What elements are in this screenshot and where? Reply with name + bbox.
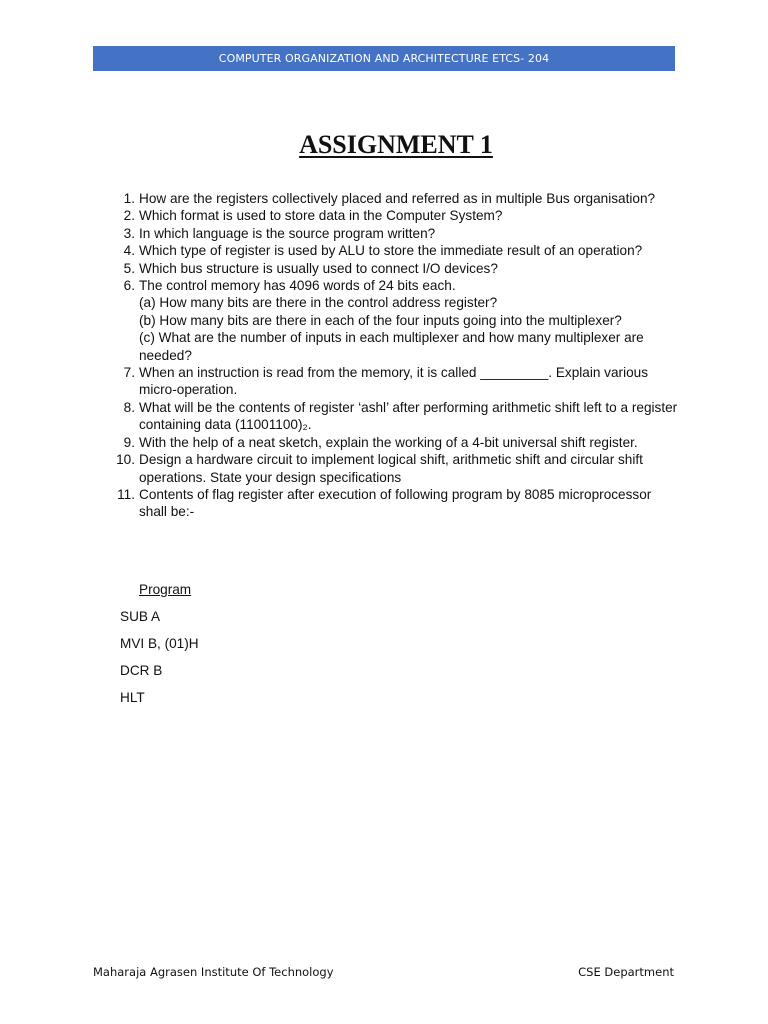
question-text: What will be the contents of register ‘ashl’ after performing arithmetic shift left to a register containing data (11001100)₂. (139, 399, 678, 433)
program-line: DCR B (120, 663, 163, 678)
question-text: In which language is the source program written? (139, 225, 436, 241)
list-item (113, 434, 683, 451)
question-number: 1. (123, 191, 135, 206)
question-text: Which format is used to store data in the Computer System? (139, 208, 503, 224)
question-text: Design a hardware circuit to implement logical shift, arithmetic shift and circular shift operations. State your design specifications (139, 452, 643, 485)
question-part-c: (c) What are the number of inputs in each multiplexer and how many multiplexer are needed? (139, 330, 644, 363)
course-title: COMPUTER ORGANIZATION AND ARCHITECTURE ETCS- 204 (218, 52, 550, 65)
question-number: 4. (123, 243, 135, 259)
header-bar (93, 46, 675, 71)
question-number: 7. (123, 365, 135, 381)
question-number: 9. (123, 434, 135, 450)
question-text: When an instruction is read from the memory, it is called _________. Explain various micro-operation. (139, 365, 649, 398)
list-item (113, 364, 683, 399)
list-item (113, 260, 683, 277)
question-text: The control memory has 4096 words of 24 bits each. (139, 278, 456, 294)
question-number: 10. (116, 452, 135, 468)
question-text: With the help of a neat sketch, explain the working of a 4-bit universal shift register. (139, 434, 638, 450)
list-item (113, 451, 683, 486)
question-text: Which bus structure is usually used to connect I/O devices? (139, 260, 498, 276)
program-heading: Program (139, 582, 192, 597)
question-number: 5. (123, 260, 135, 276)
question-number: 2. (123, 208, 135, 224)
list-item (113, 190, 683, 207)
program-line: SUB A (120, 609, 161, 624)
question-text: Contents of flag register after execution of following program by 8085 microprocessor shall be:- (139, 486, 652, 520)
question-text: How are the registers collectively placed and referred as in multiple Bus organisation? (139, 191, 656, 206)
list-item (113, 399, 683, 434)
question-number: 11. (117, 486, 135, 502)
list-item (113, 225, 683, 242)
list-item (113, 277, 683, 364)
question-number: 3. (123, 225, 135, 241)
page-title: ASSIGNMENT 1 (299, 130, 493, 159)
question-part-a: (a) How many bits are there in the control address register? (139, 295, 498, 311)
list-item (113, 242, 683, 259)
question-number: 6. (123, 278, 135, 294)
question-text: Which type of register is used by ALU to store the immediate result of an operation? (139, 243, 643, 259)
program-line: HLT (120, 690, 145, 705)
list-item (113, 486, 683, 521)
program-line: MVI B, (01)H (120, 636, 199, 651)
footer-department: CSE Department (578, 965, 674, 979)
question-part-b: (b) How many bits are there in each of the four inputs going into the multiplexer? (139, 312, 622, 328)
footer-institute: Maharaja Agrasen Institute Of Technology (93, 965, 334, 979)
question-list (113, 190, 683, 521)
list-item (113, 207, 683, 224)
question-number: 8. (123, 399, 135, 415)
